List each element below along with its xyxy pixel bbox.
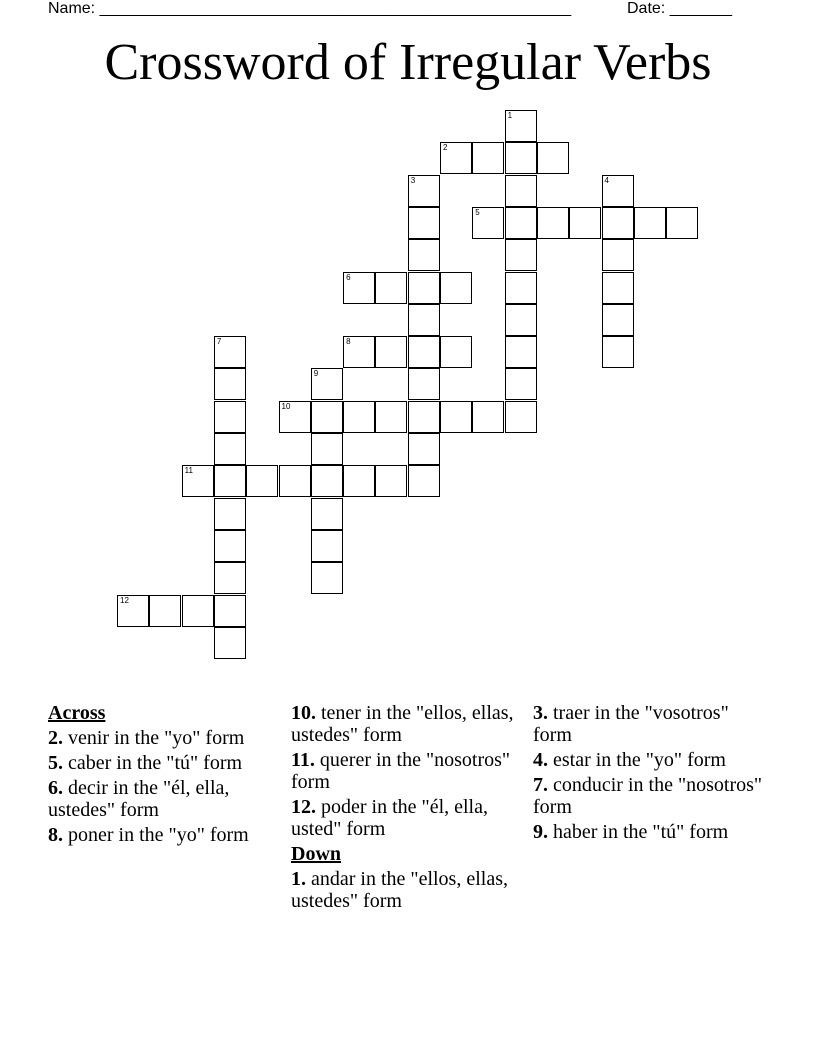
clue-text: haber in the "tú" form [548, 821, 729, 843]
clue-number: 12 [120, 595, 129, 605]
clue-text: tener in the "ellos, ellas, ustedes" form [291, 702, 514, 746]
grid-cell[interactable] [602, 207, 634, 239]
clue-column-2 [291, 702, 521, 915]
grid-cell[interactable] [505, 175, 537, 207]
clue-column-3 [533, 702, 763, 846]
grid-cell[interactable] [214, 433, 246, 465]
grid-cell[interactable] [214, 562, 246, 594]
clue-number: 2 [443, 143, 448, 153]
clue-item [533, 702, 763, 746]
grid-cell[interactable] [602, 175, 634, 207]
grid-cell[interactable] [375, 272, 407, 304]
grid-cell[interactable] [666, 207, 698, 239]
grid-cell[interactable] [246, 465, 278, 497]
grid-cell[interactable] [408, 465, 440, 497]
grid-cell[interactable] [505, 239, 537, 271]
clue-text: poner in the "yo" form [63, 824, 249, 846]
clue-number: 1 [507, 111, 513, 120]
clue-item [291, 749, 521, 793]
grid-cell[interactable] [505, 401, 537, 433]
clue-number: 8. [48, 824, 63, 846]
grid-cell[interactable] [602, 304, 634, 336]
down-heading: Down [291, 843, 342, 865]
clue-number: 8 [346, 337, 351, 347]
clue-number: 2. [48, 727, 63, 749]
grid-cell[interactable] [472, 142, 504, 174]
clue-number: 3 [410, 175, 416, 185]
clue-number: 6. [48, 777, 63, 799]
name-field-label: Name: _____________________________________________________ [48, 0, 572, 17]
grid-cell[interactable] [214, 401, 246, 433]
grid-cell[interactable] [505, 272, 537, 304]
grid-cell[interactable] [182, 465, 214, 497]
clue-text: venir in the "yo" form [63, 727, 245, 749]
grid-cell[interactable] [602, 272, 634, 304]
grid-cell[interactable] [408, 336, 440, 368]
clue-item [533, 774, 763, 818]
grid-cell[interactable] [602, 239, 634, 271]
across-heading: Across [48, 702, 106, 724]
clue-item [48, 777, 278, 821]
clue-number: 1. [291, 868, 306, 890]
clue-number: 3. [533, 702, 548, 724]
grid-cell[interactable] [408, 433, 440, 465]
grid-cell[interactable] [505, 142, 537, 174]
grid-cell[interactable] [505, 110, 537, 142]
grid-cell[interactable] [375, 465, 407, 497]
grid-cell[interactable] [343, 465, 375, 497]
grid-cell[interactable] [311, 530, 343, 562]
grid-cell[interactable] [343, 336, 375, 368]
clue-text: decir in the "él, ella, ustedes" form [48, 777, 230, 821]
grid-cell[interactable] [408, 207, 440, 239]
grid-cell[interactable] [214, 627, 246, 659]
grid-cell[interactable] [343, 272, 375, 304]
grid-cell[interactable] [214, 595, 246, 627]
grid-cell[interactable] [408, 368, 440, 400]
clue-number: 12. [291, 796, 316, 818]
grid-cell[interactable] [537, 142, 569, 174]
clue-number: 10 [281, 401, 291, 411]
grid-cell[interactable] [311, 562, 343, 594]
grid-cell[interactable] [311, 498, 343, 530]
grid-cell[interactable] [505, 368, 537, 400]
grid-cell[interactable] [505, 304, 537, 336]
clue-text: traer in the "vosotros" form [533, 702, 729, 746]
grid-cell[interactable] [505, 207, 537, 239]
clue-item [48, 727, 278, 749]
grid-cell[interactable] [214, 465, 246, 497]
grid-cell[interactable] [440, 401, 472, 433]
page-title: Crossword of Irregular Verbs [104, 34, 712, 91]
clue-item [291, 868, 521, 912]
grid-cell[interactable] [311, 401, 343, 433]
clue-item [533, 821, 763, 843]
grid-cell[interactable] [279, 401, 311, 433]
clue-number: 11. [291, 749, 315, 771]
clue-number: 9 [313, 369, 319, 379]
grid-cell[interactable] [472, 401, 504, 433]
clue-text: conducir in the "nosotros" form [533, 774, 763, 818]
grid-cell[interactable] [408, 239, 440, 271]
clue-item [48, 752, 278, 774]
grid-cell[interactable] [440, 142, 472, 174]
grid-cell[interactable] [440, 272, 472, 304]
grid-cell[interactable] [343, 401, 375, 433]
clue-text: andar in the "ellos, ellas, ustedes" form [291, 868, 508, 912]
grid-cell[interactable] [279, 465, 311, 497]
grid-cell[interactable] [311, 465, 343, 497]
clue-number: 6 [346, 272, 351, 282]
clue-item [48, 824, 278, 846]
grid-cell[interactable] [569, 207, 601, 239]
clue-item [291, 702, 521, 746]
grid-cell[interactable] [408, 272, 440, 304]
clue-item [291, 796, 521, 840]
clue-number: 4 [604, 175, 609, 185]
grid-cell[interactable] [214, 530, 246, 562]
grid-cell[interactable] [505, 336, 537, 368]
grid-cell[interactable] [602, 336, 634, 368]
clue-item [533, 749, 763, 771]
grid-cell[interactable] [440, 336, 472, 368]
grid-cell[interactable] [408, 401, 440, 433]
date-field-label: Date: _______ [627, 0, 732, 17]
clue-number: 5 [475, 207, 480, 217]
clue-number: 5. [48, 752, 63, 774]
grid-cell[interactable] [537, 207, 569, 239]
clue-number: 7 [216, 337, 222, 347]
clue-text: poder in the "él, ella, usted" form [291, 796, 488, 840]
clue-text: caber in the "tú" form [63, 752, 243, 774]
grid-cell[interactable] [375, 336, 407, 368]
clue-text: estar in the "yo" form [548, 749, 726, 771]
grid-cell[interactable] [408, 175, 440, 207]
grid-cell[interactable] [408, 304, 440, 336]
grid-cell[interactable] [182, 595, 214, 627]
grid-cell[interactable] [472, 207, 504, 239]
grid-cell[interactable] [214, 368, 246, 400]
clue-number: 7. [533, 774, 548, 796]
clue-number: 9. [533, 821, 548, 843]
grid-cell[interactable] [214, 336, 246, 368]
grid-cell[interactable] [117, 595, 149, 627]
grid-cell[interactable] [311, 368, 343, 400]
clue-column-1 [48, 702, 278, 849]
clue-number: 11 [184, 466, 193, 476]
clue-number: 4. [533, 749, 548, 771]
grid-cell[interactable] [375, 401, 407, 433]
clue-text: querer in the "nosotros" form [291, 749, 511, 793]
grid-cell[interactable] [311, 433, 343, 465]
grid-cell[interactable] [149, 595, 181, 627]
grid-cell[interactable] [634, 207, 666, 239]
clue-number: 10. [291, 702, 316, 724]
grid-cell[interactable] [214, 498, 246, 530]
